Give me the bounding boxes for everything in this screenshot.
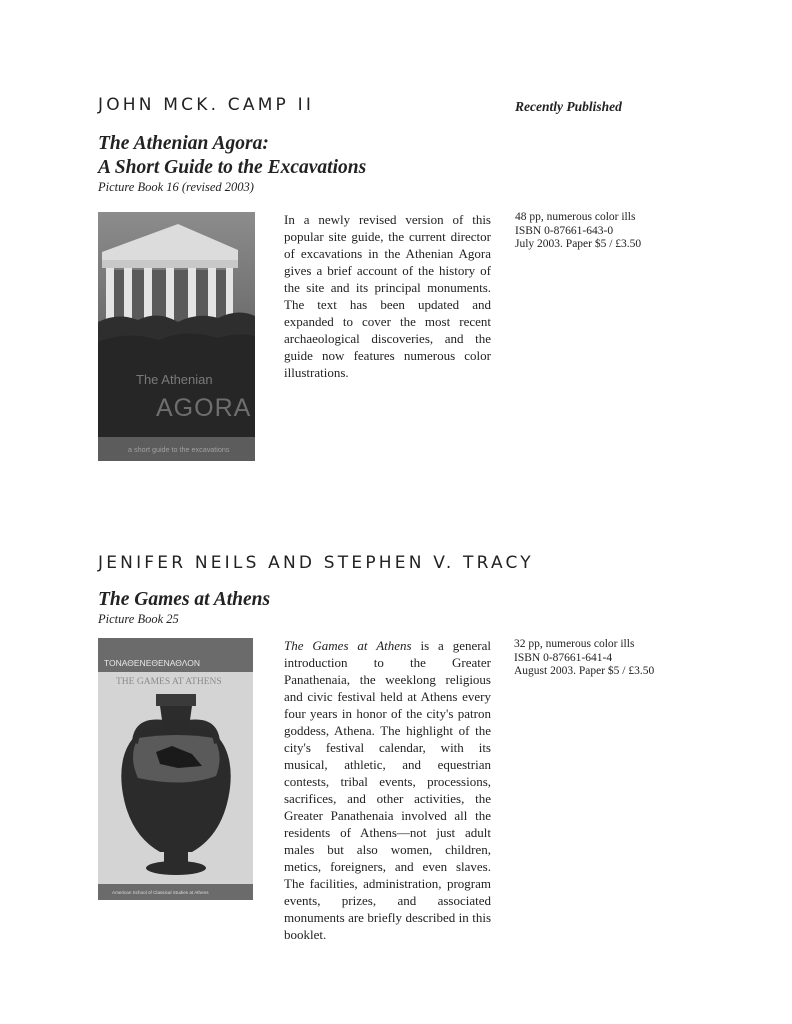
description-body: is a general introduction to the Greater Panathenaia, the weeklong religious and civic festival held at Athens every four years in honor of the city's patron goddess, Athena. The highlight of the city's festival calendar, with its musical, athletic, and equestrian contests, tribal events, processions, sacrifices, and other activities, the Greater Panathenaia involved all the residents of Athens—not just adult males but also women, children, metics, foreigners, and even slaves. The facilities, administration, program events, prizes, and associated monuments are briefly described in this booklet.	[284, 638, 491, 942]
book-cover-games	[98, 638, 253, 900]
book-description	[284, 637, 491, 943]
book-series: Picture Book 16 (revised 2003)	[98, 180, 254, 194]
spec-date-price: July 2003. Paper $5 / £3.50	[515, 238, 642, 250]
spec-isbn: ISBN 0-87661-641-4	[514, 651, 613, 664]
cover-title-line: The Athenian	[136, 372, 213, 387]
cover-title-word: AGORA	[156, 394, 252, 422]
book-title-line: A Short Guide to the Excavations	[98, 157, 367, 178]
spec-pages: 32 pp, numerous color ills	[514, 638, 635, 650]
cover-publisher: American School of Classical Studies at Athens	[112, 890, 209, 895]
book-description: In a newly revised version of this popular site guide, the current director of excavations in the Athenian Agora gives a brief account of the history of the site and its principal monuments. The text has been updated and expanded to cover the most recent archaeological discoveries, and the guide now features numerous color illustrations.	[284, 212, 491, 380]
description-title-ref: The Games at Athens	[284, 638, 412, 653]
book-specs	[514, 638, 654, 679]
author-name: JOHN MCK. CAMP II	[98, 95, 315, 115]
book-title-line: The Athenian Agora:	[98, 133, 269, 154]
spec-date-price: August 2003. Paper $5 / £3.50	[514, 665, 655, 677]
book-specs	[515, 211, 641, 252]
cover-greek-inscription: ΤΟΝΑΘΕΝΕΘΕΝΑΘΛΟΝ	[104, 658, 200, 668]
book-title-line: The Games at Athens	[98, 589, 271, 610]
spec-isbn: ISBN 0-87661-643-0	[515, 224, 614, 237]
amphora-cover-image	[98, 638, 253, 900]
book-series: Picture Book 25	[98, 612, 179, 626]
book-cover-agora	[98, 212, 255, 461]
recently-published-label: Recently Published	[515, 99, 622, 114]
spec-pages: 48 pp, numerous color ills	[515, 211, 636, 223]
temple-cover-image	[98, 212, 255, 461]
cover-subtitle: a short guide to the excavations	[128, 445, 230, 454]
cover-title: THE GAMES AT ATHENS	[116, 677, 222, 687]
book-title	[98, 588, 270, 612]
author-name: JENIFER NEILS AND STEPHEN V. TRACY	[98, 553, 534, 573]
book-title	[98, 132, 366, 180]
